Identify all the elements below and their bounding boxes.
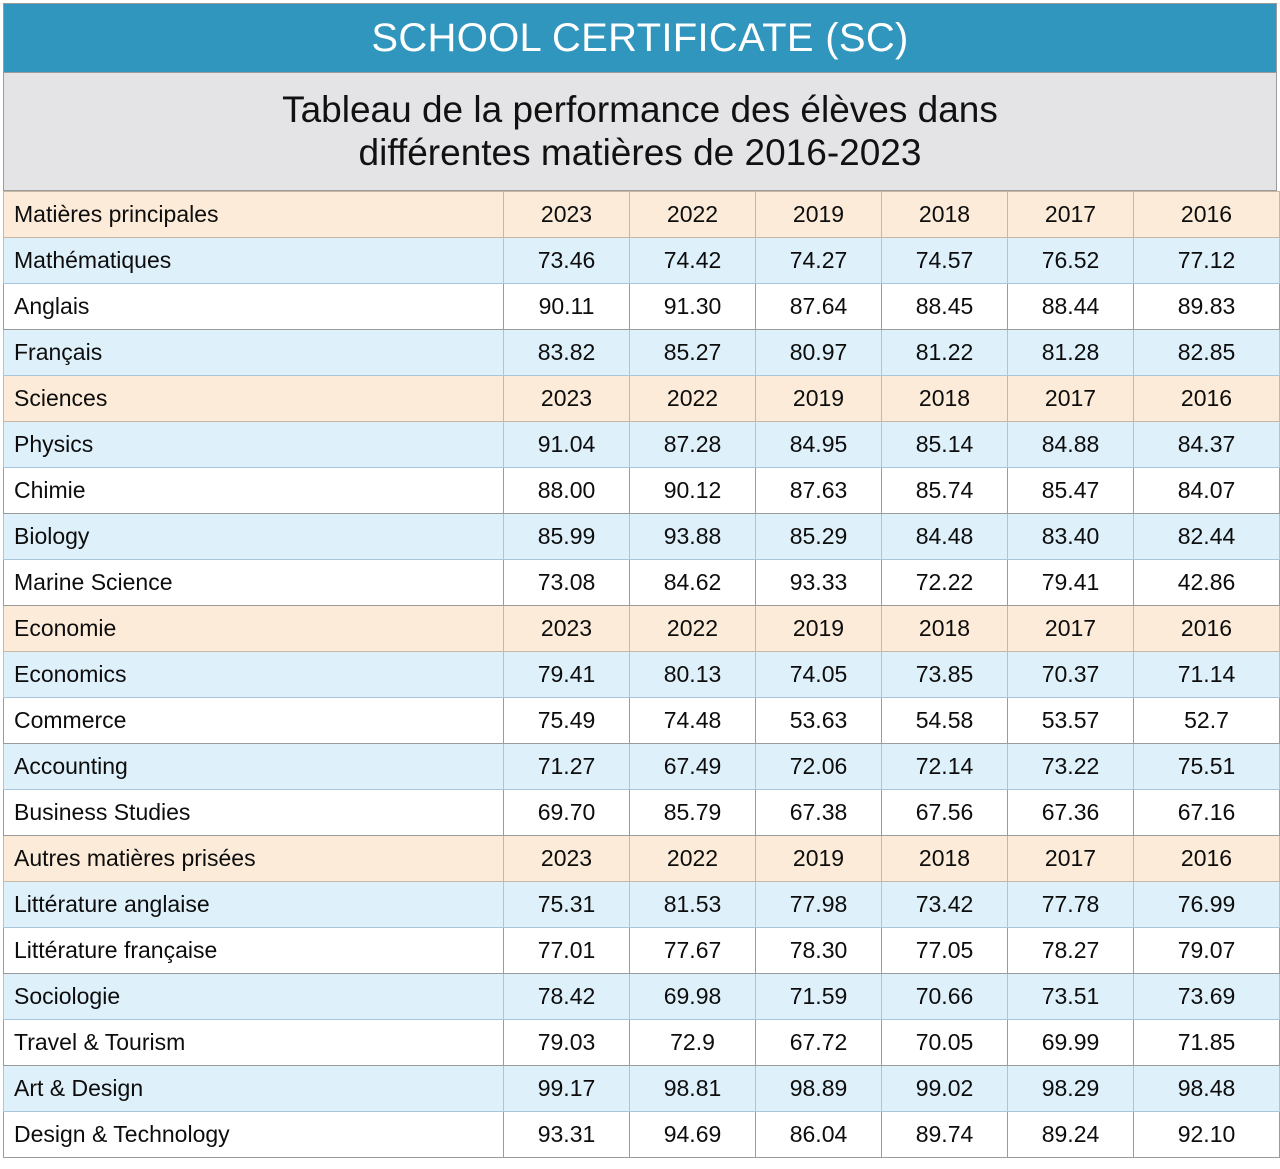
score-cell: 92.10: [1134, 1112, 1280, 1158]
subtitle-line-1: Tableau de la performance des élèves dans: [282, 88, 998, 130]
subject-label: Design & Technology: [4, 1112, 504, 1158]
subject-label: Biology: [4, 514, 504, 560]
score-cell: 98.89: [756, 1066, 882, 1112]
column-header-year: 2017: [1008, 192, 1134, 238]
score-cell: 84.07: [1134, 468, 1280, 514]
subject-label: Littérature anglaise: [4, 882, 504, 928]
score-cell: 81.53: [630, 882, 756, 928]
card-title-banner: [3, 3, 1277, 73]
section-label: Matières principales: [4, 192, 504, 238]
section-label: Economie: [4, 606, 504, 652]
score-cell: 69.98: [630, 974, 756, 1020]
score-cell: 79.07: [1134, 928, 1280, 974]
table-row: [4, 652, 1280, 698]
column-header-year: 2023: [504, 376, 630, 422]
score-cell: 70.37: [1008, 652, 1134, 698]
subject-label: Commerce: [4, 698, 504, 744]
subject-label: Marine Science: [4, 560, 504, 606]
subject-label: Littérature française: [4, 928, 504, 974]
score-cell: 76.99: [1134, 882, 1280, 928]
score-cell: 85.14: [882, 422, 1008, 468]
score-cell: 85.99: [504, 514, 630, 560]
column-header-year: 2022: [630, 606, 756, 652]
section-header-row: [4, 192, 1280, 238]
table-row: [4, 330, 1280, 376]
score-cell: 87.63: [756, 468, 882, 514]
column-header-year: 2023: [504, 606, 630, 652]
score-cell: 86.04: [756, 1112, 882, 1158]
score-cell: 91.30: [630, 284, 756, 330]
table-row: [4, 514, 1280, 560]
column-header-year: 2019: [756, 192, 882, 238]
column-header-year: 2022: [630, 836, 756, 882]
score-cell: 79.41: [504, 652, 630, 698]
score-cell: 77.78: [1008, 882, 1134, 928]
performance-table-body: [4, 192, 1280, 1158]
score-cell: 91.04: [504, 422, 630, 468]
score-cell: 76.52: [1008, 238, 1134, 284]
score-cell: 67.16: [1134, 790, 1280, 836]
score-cell: 78.42: [504, 974, 630, 1020]
table-row: [4, 284, 1280, 330]
column-header-year: 2018: [882, 192, 1008, 238]
score-cell: 53.57: [1008, 698, 1134, 744]
subject-label: Economics: [4, 652, 504, 698]
score-cell: 80.13: [630, 652, 756, 698]
score-cell: 78.27: [1008, 928, 1134, 974]
score-cell: 53.63: [756, 698, 882, 744]
score-cell: 70.66: [882, 974, 1008, 1020]
score-cell: 85.27: [630, 330, 756, 376]
score-cell: 71.27: [504, 744, 630, 790]
table-row: [4, 560, 1280, 606]
score-cell: 73.85: [882, 652, 1008, 698]
score-cell: 74.57: [882, 238, 1008, 284]
table-row: [4, 1112, 1280, 1158]
score-cell: 52.7: [1134, 698, 1280, 744]
table-row: [4, 1066, 1280, 1112]
column-header-year: 2018: [882, 376, 1008, 422]
score-cell: 69.99: [1008, 1020, 1134, 1066]
section-header-row: [4, 376, 1280, 422]
score-cell: 74.48: [630, 698, 756, 744]
score-cell: 67.56: [882, 790, 1008, 836]
score-cell: 80.97: [756, 330, 882, 376]
column-header-year: 2016: [1134, 376, 1280, 422]
table-row: [4, 882, 1280, 928]
page-title: SCHOOL CERTIFICATE (SC): [371, 16, 909, 60]
score-cell: 89.83: [1134, 284, 1280, 330]
column-header-year: 2018: [882, 836, 1008, 882]
table-row: [4, 744, 1280, 790]
score-cell: 84.88: [1008, 422, 1134, 468]
score-cell: 72.06: [756, 744, 882, 790]
table-row: [4, 974, 1280, 1020]
score-cell: 83.82: [504, 330, 630, 376]
score-cell: 75.49: [504, 698, 630, 744]
score-cell: 77.12: [1134, 238, 1280, 284]
score-cell: 93.33: [756, 560, 882, 606]
score-cell: 77.98: [756, 882, 882, 928]
score-cell: 73.22: [1008, 744, 1134, 790]
score-cell: 93.88: [630, 514, 756, 560]
score-cell: 54.58: [882, 698, 1008, 744]
table-row: [4, 698, 1280, 744]
score-cell: 67.36: [1008, 790, 1134, 836]
section-label: Sciences: [4, 376, 504, 422]
score-cell: 74.27: [756, 238, 882, 284]
score-cell: 99.17: [504, 1066, 630, 1112]
score-cell: 75.31: [504, 882, 630, 928]
score-cell: 85.29: [756, 514, 882, 560]
table-row: [4, 238, 1280, 284]
subject-label: Art & Design: [4, 1066, 504, 1112]
score-cell: 79.41: [1008, 560, 1134, 606]
score-cell: 84.62: [630, 560, 756, 606]
score-cell: 73.69: [1134, 974, 1280, 1020]
subject-label: Physics: [4, 422, 504, 468]
score-cell: 73.42: [882, 882, 1008, 928]
column-header-year: 2016: [1134, 606, 1280, 652]
score-cell: 74.05: [756, 652, 882, 698]
subject-label: Mathématiques: [4, 238, 504, 284]
score-cell: 87.28: [630, 422, 756, 468]
score-cell: 84.95: [756, 422, 882, 468]
score-cell: 78.30: [756, 928, 882, 974]
score-cell: 90.11: [504, 284, 630, 330]
subtitle: [282, 89, 998, 174]
score-cell: 85.74: [882, 468, 1008, 514]
subtitle-line-2: différentes matières de 2016-2023: [358, 131, 922, 173]
score-cell: 87.64: [756, 284, 882, 330]
score-cell: 72.14: [882, 744, 1008, 790]
score-cell: 88.44: [1008, 284, 1134, 330]
table-row: [4, 1020, 1280, 1066]
score-cell: 77.05: [882, 928, 1008, 974]
score-cell: 85.47: [1008, 468, 1134, 514]
score-cell: 88.00: [504, 468, 630, 514]
column-header-year: 2019: [756, 836, 882, 882]
score-cell: 99.02: [882, 1066, 1008, 1112]
score-cell: 71.85: [1134, 1020, 1280, 1066]
column-header-year: 2016: [1134, 192, 1280, 238]
subject-label: Business Studies: [4, 790, 504, 836]
score-cell: 90.12: [630, 468, 756, 514]
score-cell: 89.24: [1008, 1112, 1134, 1158]
column-header-year: 2017: [1008, 606, 1134, 652]
subject-label: Chimie: [4, 468, 504, 514]
score-cell: 75.51: [1134, 744, 1280, 790]
column-header-year: 2022: [630, 192, 756, 238]
score-cell: 85.79: [630, 790, 756, 836]
score-cell: 89.74: [882, 1112, 1008, 1158]
column-header-year: 2017: [1008, 376, 1134, 422]
column-header-year: 2018: [882, 606, 1008, 652]
card-subtitle-block: [3, 73, 1277, 191]
score-cell: 82.44: [1134, 514, 1280, 560]
subject-label: Anglais: [4, 284, 504, 330]
score-cell: 73.46: [504, 238, 630, 284]
score-cell: 77.67: [630, 928, 756, 974]
table-row: [4, 422, 1280, 468]
column-header-year: 2019: [756, 606, 882, 652]
score-cell: 82.85: [1134, 330, 1280, 376]
score-cell: 67.38: [756, 790, 882, 836]
performance-table: [3, 191, 1280, 1158]
score-cell: 81.22: [882, 330, 1008, 376]
score-cell: 79.03: [504, 1020, 630, 1066]
column-header-year: 2017: [1008, 836, 1134, 882]
subject-label: Accounting: [4, 744, 504, 790]
score-cell: 98.29: [1008, 1066, 1134, 1112]
score-cell: 93.31: [504, 1112, 630, 1158]
column-header-year: 2016: [1134, 836, 1280, 882]
table-row: [4, 468, 1280, 514]
section-header-row: [4, 606, 1280, 652]
subject-label: Sociologie: [4, 974, 504, 1020]
column-header-year: 2022: [630, 376, 756, 422]
subject-label: Travel & Tourism: [4, 1020, 504, 1066]
score-cell: 81.28: [1008, 330, 1134, 376]
score-cell: 84.48: [882, 514, 1008, 560]
section-label: Autres matières prisées: [4, 836, 504, 882]
score-cell: 42.86: [1134, 560, 1280, 606]
performance-table-card: [0, 3, 1280, 1169]
score-cell: 67.49: [630, 744, 756, 790]
score-cell: 84.37: [1134, 422, 1280, 468]
score-cell: 72.22: [882, 560, 1008, 606]
score-cell: 77.01: [504, 928, 630, 974]
score-cell: 69.70: [504, 790, 630, 836]
score-cell: 98.81: [630, 1066, 756, 1112]
table-row: [4, 790, 1280, 836]
table-row: [4, 928, 1280, 974]
score-cell: 73.08: [504, 560, 630, 606]
score-cell: 70.05: [882, 1020, 1008, 1066]
section-header-row: [4, 836, 1280, 882]
score-cell: 94.69: [630, 1112, 756, 1158]
score-cell: 71.59: [756, 974, 882, 1020]
score-cell: 71.14: [1134, 652, 1280, 698]
score-cell: 88.45: [882, 284, 1008, 330]
column-header-year: 2019: [756, 376, 882, 422]
score-cell: 73.51: [1008, 974, 1134, 1020]
score-cell: 83.40: [1008, 514, 1134, 560]
score-cell: 67.72: [756, 1020, 882, 1066]
score-cell: 74.42: [630, 238, 756, 284]
column-header-year: 2023: [504, 836, 630, 882]
score-cell: 98.48: [1134, 1066, 1280, 1112]
score-cell: 72.9: [630, 1020, 756, 1066]
subject-label: Français: [4, 330, 504, 376]
column-header-year: 2023: [504, 192, 630, 238]
